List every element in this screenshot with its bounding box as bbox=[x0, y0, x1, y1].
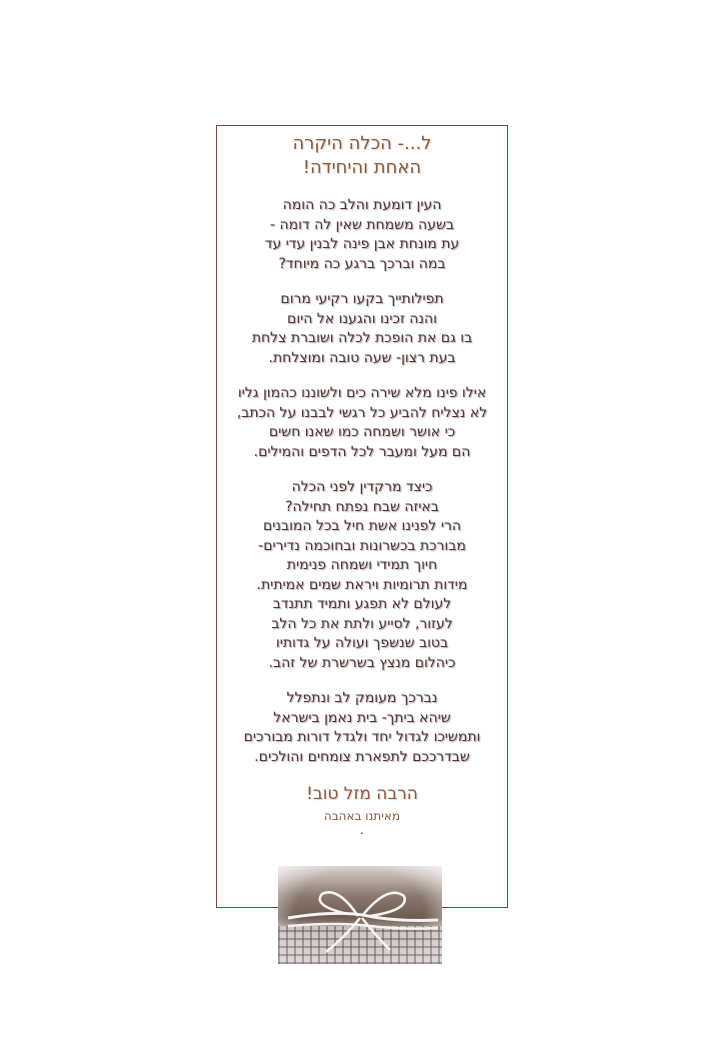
poem-line: כיצד מרקדין לפני הכלה bbox=[291, 479, 433, 495]
poem-line: תפילותייך בקעו רקיעי מרום bbox=[280, 291, 444, 307]
signature: מאיתנו באהבה bbox=[323, 809, 401, 823]
poem-line: העין דומעת והלב כה הומה bbox=[282, 197, 442, 213]
dot-mark: . bbox=[360, 823, 364, 837]
title-line: ל...- הכלה היקרה bbox=[292, 133, 432, 154]
poem-line: בו גם את הופכת לכלה ושוברת צלחת bbox=[251, 330, 473, 346]
poem-line: לעזור, לסייע ולתת את כל הלב bbox=[271, 615, 453, 632]
blessing-content bbox=[217, 126, 507, 835]
poem-line: הם מעל ומעבר לכל הדפים והמילים. bbox=[253, 443, 471, 460]
poem-line: לא נצליח להביע כל רגשי לבבנו על הכתב, bbox=[236, 404, 488, 421]
poem-line: בטוב שנשפך ועולה על גדותיו bbox=[275, 635, 449, 651]
poem bbox=[217, 196, 507, 767]
poem-line: נברכך מעומק לב ונתפלל bbox=[286, 690, 438, 706]
poem-line: והנה זכינו והגענו אל היום bbox=[287, 310, 437, 327]
poem-line: אילו פינו מלא שירה כים ולשוננו כהמון גליו bbox=[237, 385, 487, 401]
poem-stanza bbox=[217, 689, 507, 767]
poem-line: שבדרככם לתפארת צומחים והולכים. bbox=[254, 748, 470, 765]
poem-stanza bbox=[217, 384, 507, 462]
poem-line: שיהא ביתך- בית נאמן בישראל bbox=[273, 709, 451, 726]
poem-line: לעולם לא תפגע ותמיד תתנדב bbox=[272, 596, 452, 612]
poem-line: ותמשיכו לגדול יחד ולגדל דורות מבורכים bbox=[243, 729, 481, 745]
poem-stanza bbox=[217, 196, 507, 274]
poem-line: במה וברכך ברגע כה מיוחד? bbox=[278, 255, 446, 272]
poem-stanza bbox=[217, 290, 507, 368]
poem-line: כי אושר ושמחה כמו שאנו חשים bbox=[268, 424, 456, 440]
poem-line: מבורכת בכשרונות ובחוכמה נדירים- bbox=[258, 537, 466, 554]
poem-line: באיזה שבח נפתח תחילה? bbox=[285, 498, 439, 515]
poem-line: עת מונחת אבן פינה לבנין עדי עד bbox=[264, 236, 460, 252]
title-line: האחת והיחידה! bbox=[302, 157, 422, 178]
poem-line: חיוך תמידי ושמחה פנימית bbox=[286, 557, 438, 573]
blessing-card bbox=[216, 125, 508, 908]
decorative-photo bbox=[278, 866, 442, 964]
poem-line: כיהלום מנצץ בשרשרת של זהב. bbox=[268, 654, 456, 671]
poem-line: מידות תרומיות ויראת שמים אמיתית. bbox=[256, 576, 468, 593]
poem-line: הרי לפנינו אשת חיל בכל המובנים bbox=[262, 518, 462, 534]
poem-stanza bbox=[217, 478, 507, 673]
poem-line: בעת רצון- שעה טובה ומוצלחת. bbox=[268, 349, 456, 366]
title bbox=[217, 132, 507, 180]
closing-wish: הרבה מזל טוב! bbox=[306, 784, 418, 804]
ribbon-bow-icon bbox=[278, 866, 442, 964]
poem-line: בשעה משמחת שאין לה דומה - bbox=[270, 216, 454, 233]
